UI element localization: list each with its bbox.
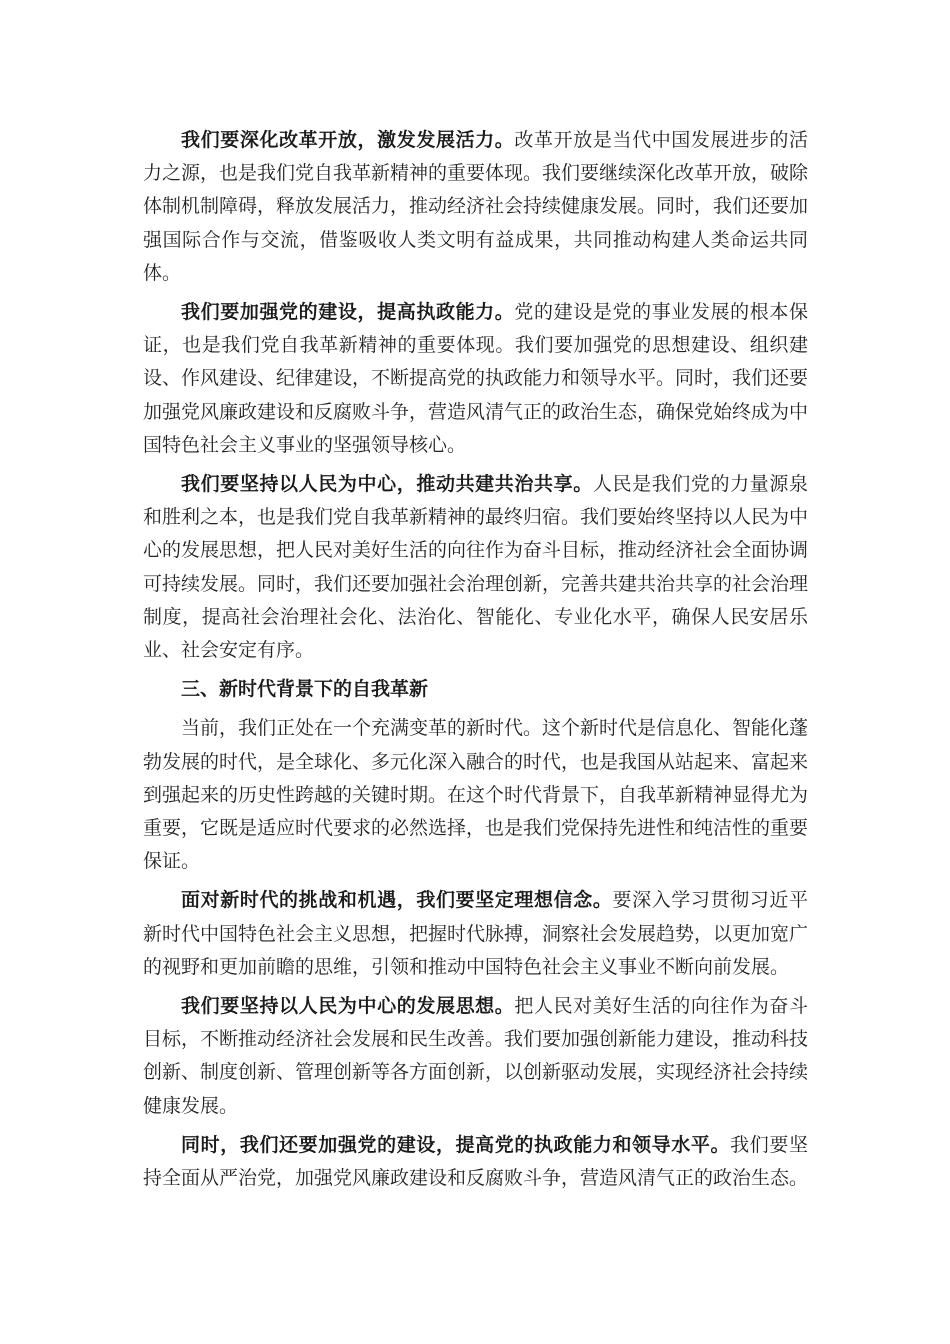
paragraph-body: 改革开放是当代中国发展进步的活力之源，也是我们党自我革新精神的重要体现。我们要继续深化改革开放，破除体制机制障碍，释放发展活力，推动经济社会持续健康发展。同时，我们还要加强国际合作与交流，借鉴吸收人类文明有益成果，共同推动构建人类命运共同体。 [143, 129, 809, 284]
paragraph-body: 党的建设是党的事业发展的根本保证，也是我们党自我革新精神的重要体现。我们要加强党的思想建设、组织建设、作风建设、纪律建设，不断提高党的执政能力和领导水平。同时，我们还要加强党风廉政建设和反腐败斗争，营造风清气正的政治生态，确保党始终成为中国特色社会主义事业的坚强领导核心。 [143, 301, 809, 456]
paragraph-lead: 我们要坚持以人民为中心的发展思想。 [181, 995, 515, 1018]
paragraph-ideals-beliefs [143, 884, 808, 984]
paragraph-body: 要深入学习贯彻习近平新时代中国特色社会主义思想，把握时代脉搏，洞察社会发展趋势，以更加宽广的视野和更加前瞻的思维，引领和推动中国特色社会主义事业不断向前发展。 [143, 889, 809, 978]
paragraph-body: 我们要坚持全面从严治党，加强党风廉政建设和反腐败斗争，营造风清气正的政治生态。 [143, 1133, 809, 1190]
paragraph-reform-opening [143, 124, 808, 290]
paragraph-body: 人民是我们党的力量源泉和胜利之本，也是我们党自我革新精神的最终归宿。我们要始终坚持以人民为中心的发展思想，把人民对美好生活的向往作为奋斗目标，推动经济社会全面协调可持续发展。同时，我们还要加强社会治理创新，完善共建共治共享的社会治理制度，提高社会治理社会化、法治化、智能化、专业化水平，确保人民安居乐业、社会安定有序。 [143, 473, 809, 662]
paragraph-people-centered [143, 468, 808, 667]
paragraph-development-thought [143, 990, 808, 1123]
document-page [143, 124, 808, 1201]
paragraph-lead: 同时，我们还要加强党的建设，提高党的执政能力和领导水平。 [181, 1133, 731, 1156]
paragraph-governance-capacity [143, 1129, 808, 1195]
paragraph-lead: 面对新时代的挑战和机遇，我们要坚定理想信念。 [181, 889, 613, 912]
paragraph-lead: 我们要加强党的建设，提高执政能力。 [181, 301, 515, 324]
section-intro-paragraph: 当前，我们正处在一个充满变革的新时代。这个新时代是信息化、智能化蓬勃发展的时代，是全球化、多元化深入融合的时代，也是我国从站起来、富起来到强起来的历史性跨越的关键时期。在这个时代背景下，自我革新精神显得尤为重要，它既是适应时代要求的必然选择，也是我们党保持先进性和纯洁性的重要保证。 [143, 717, 809, 873]
section-heading: 三、新时代背景下的自我革新 [181, 678, 429, 701]
paragraph-lead: 我们要深化改革开放，激发发展活力。 [181, 129, 515, 151]
paragraph-party-building [143, 296, 808, 462]
paragraph-body: 把人民对美好生活的向往作为奋斗目标，不断推动经济社会发展和民生改善。我们要加强创新能力建设，推动科技创新、制度创新、管理创新等各方面创新，以创新驱动发展，实现经济社会持续健康发展。 [143, 995, 809, 1117]
paragraph-lead: 我们要坚持以人民为中心，推动共建共治共享。 [181, 473, 593, 496]
